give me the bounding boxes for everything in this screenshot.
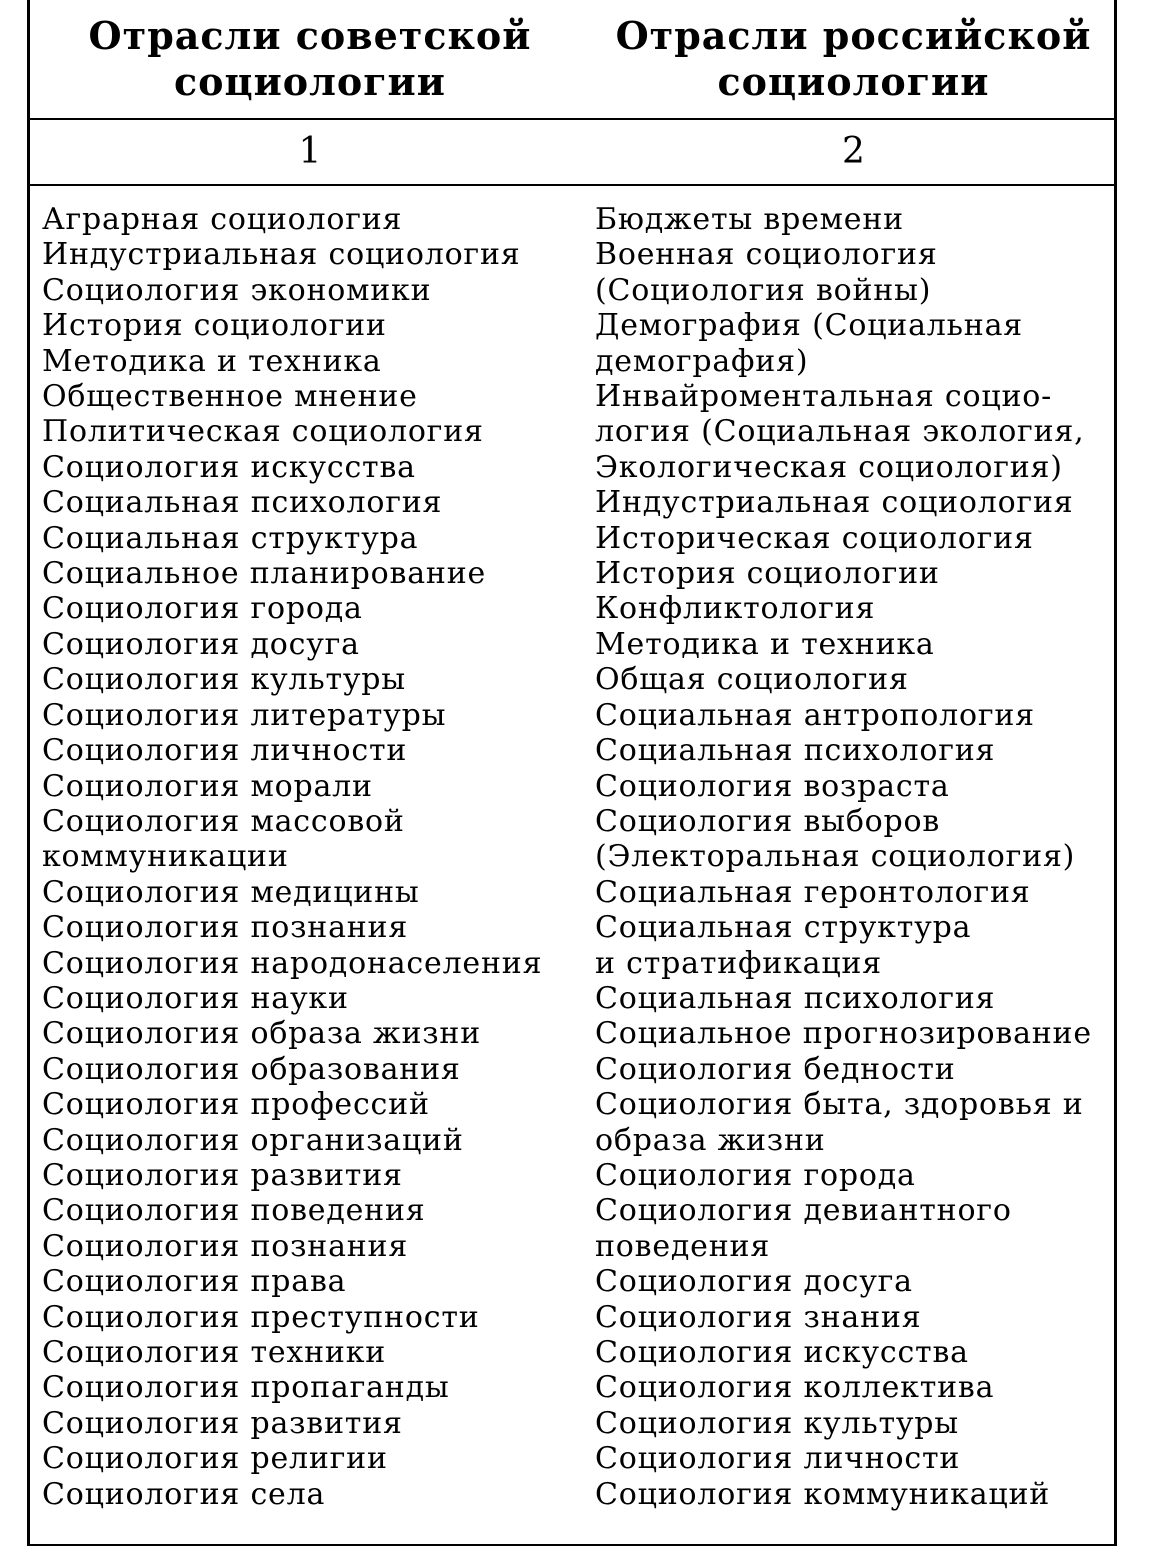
list-item: История социологии: [595, 556, 940, 592]
list-item: Социология познания: [42, 1228, 409, 1264]
list-item: Социология поведения: [42, 1193, 426, 1229]
list-item: Социология массовой: [42, 803, 405, 839]
list-item: Социология культуры: [595, 1405, 959, 1441]
list-item: Инвайроментальная социо-: [595, 379, 1053, 415]
list-item: Социология села: [42, 1476, 326, 1512]
list-item: Социология возраста: [595, 768, 950, 804]
list-item: Социальная структура: [595, 910, 972, 946]
list-item: Социология коммуникаций: [595, 1476, 1051, 1512]
column-number-1: 1: [298, 130, 322, 172]
list-item: Социология развития: [42, 1405, 403, 1441]
list-item: Социология техники: [42, 1335, 387, 1370]
list-item: Социология личности: [42, 733, 408, 769]
list-item: Социология литературы: [42, 697, 447, 733]
list-item: Методика и техника: [42, 343, 382, 379]
list-item: демография): [595, 343, 809, 379]
soviet-branches-list: [42, 202, 582, 1512]
list-item: Социология города: [595, 1157, 916, 1193]
list-item: Социология образования: [42, 1051, 461, 1087]
list-item: Социальная антропология: [595, 697, 1035, 733]
list-item: Социальная структура: [42, 520, 419, 556]
list-item: Социология быта, здоровья и: [595, 1087, 1084, 1123]
list-item: Социология образа жизни: [42, 1016, 482, 1052]
list-item: Социология религии: [42, 1441, 388, 1477]
list-item: Социальная психология: [595, 733, 996, 769]
list-item: Социология медицины: [42, 874, 420, 910]
list-item: и стратификация: [595, 945, 882, 981]
list-item: История социологии: [42, 308, 387, 344]
list-item: Социальное прогнозирование: [595, 1016, 1092, 1052]
list-item: Общая социология: [595, 662, 909, 698]
list-item: Социология организаций: [42, 1122, 464, 1158]
list-item: Бюджеты времени: [595, 202, 904, 237]
list-item: Демография (Социальная: [595, 308, 1023, 344]
list-item: Социальная психология: [595, 980, 996, 1016]
column-number-row: [30, 118, 1114, 186]
list-item: Социология культуры: [42, 662, 406, 698]
list-item: логия (Социальная экология,: [595, 414, 1085, 450]
list-item: Индустриальная социология: [595, 485, 1074, 521]
list-item: Социология права: [42, 1264, 347, 1300]
list-item: Социология досуга: [595, 1264, 913, 1300]
list-item: Социология науки: [42, 980, 349, 1016]
list-item: коммуникации: [42, 839, 289, 875]
list-item: Военная социология: [595, 237, 938, 273]
list-item: Социология города: [42, 591, 363, 627]
list-item: Социология народонаселения: [42, 945, 543, 981]
list-item: (Электоральная социология): [595, 839, 1076, 875]
list-item: Социальная психология: [42, 485, 443, 521]
list-item: Социология искусства: [42, 449, 416, 485]
list-item: Методика и техника: [595, 626, 935, 662]
branches-table: [27, 0, 1117, 1546]
header-soviet-sociology: Отрасли советской социологии: [88, 13, 532, 104]
list-item: Социология личности: [595, 1441, 961, 1477]
list-item: Социология выборов: [595, 803, 941, 839]
list-item: Социология знания: [595, 1299, 922, 1335]
list-item: Социология бедности: [595, 1051, 956, 1087]
list-item: Социальное планирование: [42, 556, 487, 592]
list-item: Социология профессий: [42, 1087, 430, 1123]
list-item: Аграрная социология: [42, 202, 403, 237]
column-number-2: 2: [842, 130, 865, 172]
list-item: Конфликтология: [595, 591, 876, 627]
list-item: Социология развития: [42, 1157, 403, 1193]
list-item: поведения: [595, 1228, 771, 1264]
list-item: Социология коллектива: [595, 1370, 995, 1406]
russian-branches-list: [595, 202, 1115, 1512]
list-item: Историческая социология: [595, 520, 1034, 556]
list-item: (Социология войны): [595, 272, 932, 308]
list-item: Социология экономики: [42, 272, 432, 308]
list-item: Социология искусства: [595, 1335, 969, 1370]
list-item: Экологическая социология): [595, 449, 1063, 485]
list-item: Социология пропаганды: [42, 1370, 450, 1406]
list-item: Индустриальная социология: [42, 237, 521, 273]
list-item: Социология познания: [42, 910, 409, 946]
list-item: Социология девиантного: [595, 1193, 1012, 1229]
list-item: образа жизни: [595, 1122, 826, 1158]
list-item: Общественное мнение: [42, 379, 418, 415]
list-item: Политическая социология: [42, 414, 484, 450]
header-russian-sociology: Отрасли российской социологии: [615, 13, 1092, 104]
table-header-row: [30, 0, 1114, 120]
list-item: Социальная геронтология: [595, 874, 1031, 910]
list-item: Социология преступности: [42, 1299, 480, 1335]
list-item: Социология морали: [42, 768, 373, 804]
list-item: Социология досуга: [42, 626, 360, 662]
